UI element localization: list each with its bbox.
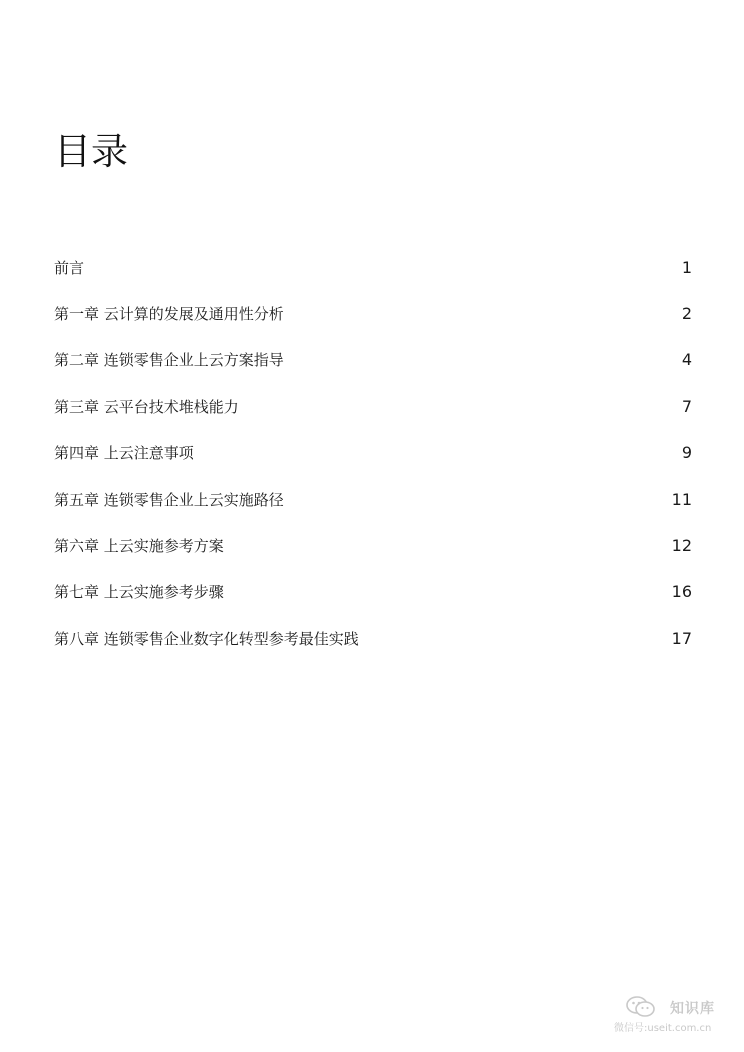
toc-entry-title: 第四章 上云注意事项	[54, 444, 194, 463]
page-title: 目录	[54, 130, 128, 173]
toc-entry-page-number: 12	[671, 536, 692, 556]
toc-entry-chapter-7[interactable]	[54, 569, 692, 615]
toc-entry-chapter-5[interactable]	[54, 476, 692, 522]
toc-entry-chapter-8[interactable]	[54, 615, 692, 661]
toc-entry-title: 第三章 云平台技术堆栈能力	[54, 397, 239, 416]
toc-entry-chapter-1[interactable]	[54, 290, 692, 336]
wechat-icon	[626, 996, 656, 1018]
toc-entry-chapter-6[interactable]	[54, 522, 692, 568]
toc-entry-title: 第二章 连锁零售企业上云方案指导	[54, 351, 284, 370]
watermark-subtitle: 微信号:useit.com.cn	[614, 1023, 712, 1034]
toc-entry-page-number: 17	[671, 628, 692, 648]
toc-entry-title: 第六章 上云实施参考方案	[54, 537, 224, 556]
toc-entry-page-number: 2	[681, 304, 692, 324]
toc-entry-title: 第一章 云计算的发展及通用性分析	[54, 305, 284, 324]
toc-entry-page-number: 4	[681, 350, 692, 370]
toc-entry-title: 第七章 上云实施参考步骤	[54, 583, 224, 602]
toc-entry-page-number: 1	[681, 257, 692, 277]
toc-entry-chapter-2[interactable]	[54, 337, 692, 383]
table-of-contents	[54, 244, 692, 662]
toc-entry-page-number: 9	[681, 443, 692, 463]
toc-entry-page-number: 11	[671, 489, 692, 509]
watermark-name: 知识库	[670, 1001, 715, 1017]
toc-entry-title: 第八章 连锁零售企业数字化转型参考最佳实践	[54, 629, 359, 648]
toc-entry-preface[interactable]	[54, 244, 692, 290]
toc-entry-title: 第五章 连锁零售企业上云实施路径	[54, 490, 284, 509]
toc-entry-chapter-4[interactable]	[54, 430, 692, 476]
toc-entry-page-number: 7	[681, 396, 692, 416]
toc-entry-chapter-3[interactable]	[54, 383, 692, 429]
toc-entry-title: 前言	[54, 258, 85, 277]
toc-entry-page-number: 16	[671, 582, 692, 602]
watermark	[614, 996, 734, 1034]
